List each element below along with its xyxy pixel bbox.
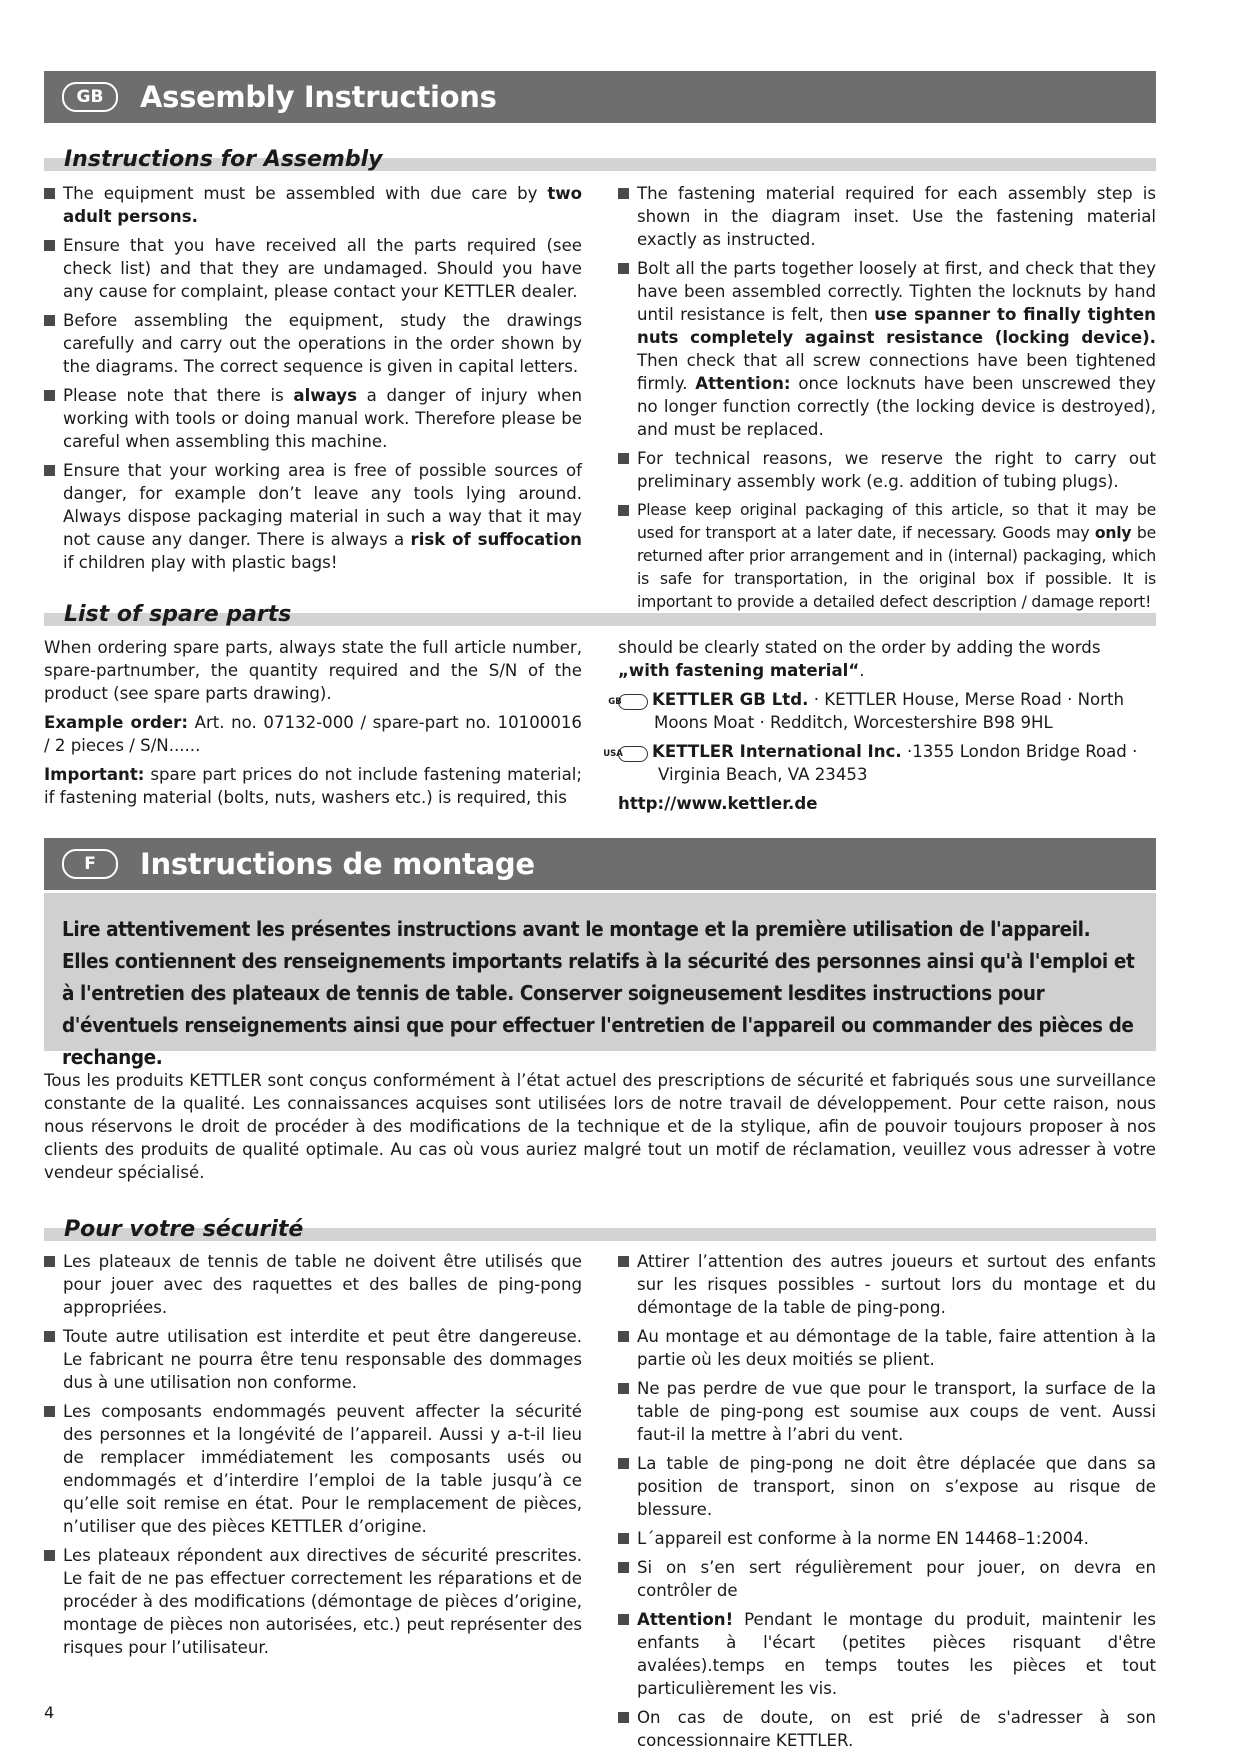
- example-order: Example order: Art. no. 07132-000 / spare-part no. 10100016 / 2 pieces / S/N......: [44, 713, 582, 755]
- safety-heading: Pour votre sécurité: [44, 1211, 1156, 1241]
- list-item: L´appareil est conforme à la norme EN 14468–1:2004.: [618, 1527, 1156, 1550]
- list-item: Toute autre utilisation est interdite et peut être dangereuse. Le fabricant ne pourra être tenu responsable des dommages dus à une utilisation non conforme.: [44, 1325, 582, 1394]
- list-item: La table de ping-pong ne doit être déplacée que dans sa position de transport, sinon on s’expose au risque de blessure.: [618, 1452, 1156, 1521]
- spare-parts-continuation: should be clearly stated on the order by adding the words „with fastening material“.: [618, 638, 1101, 680]
- fr-intro-box: [44, 893, 1156, 1069]
- gb-flag-icon: GB: [618, 694, 648, 710]
- list-item: Bolt all the parts together loosely at first, and check that they have been assembled correctly. Tighten the locknuts by hand until resistance is felt, then use spanner to finally tighten nuts completely against resistance (locking device). Then check that all screw connections have been tightened firmly. Attention: once locknuts have been unscrewed they no longer function correctly (the locking device is destroyed), and must be replaced.: [618, 257, 1156, 441]
- fr-body-paragraph: Tous les produits KETTLER sont conçus conformément à l’état actuel des prescriptions de sécurité et fabriqués sous une surveillance constante de la qualité. Les connaissances acquises sont utilisées lors de notre travail de développement. Pour cette raison, nous nous réservons le droit de procéder à des modifications de la technique et de la stylique, afin de pouvoir toujours proposer à nos clients des produits de qualité optimale. Au cas où vous auriez malgré tout un motif de réclamation, veuillez vous adresser à votre vendeur spécialisé.: [44, 1071, 1156, 1182]
- gb-language-badge: GB: [62, 82, 118, 112]
- website-link[interactable]: http://www.kettler.de: [618, 794, 818, 813]
- list-item: Please keep original packaging of this article, so that it may be used for transport at a later date, if necessary. Goods may only be returned after prior arrangement and in (internal) packaging, which is safe for transportation, in the original box if possible. It is important to provide a detailed defect description / damage report!: [618, 499, 1156, 614]
- gb-instructions-right: [618, 182, 1156, 620]
- list-item: The equipment must be assembled with due care by two adult persons.: [44, 182, 582, 228]
- fr-language-badge: F: [62, 849, 118, 879]
- list-item: For technical reasons, we reserve the right to carry out preliminary assembly work (e.g. addition of tubing plugs).: [618, 447, 1156, 493]
- gb-section-title: Assembly Instructions: [140, 80, 497, 114]
- list-item: Attention! Pendant le montage du produit, maintenir les enfants à l'écart (petites pièces risquant d'être avalées).temps en temps toutes les pièces et tout particulièrement les vis.: [618, 1608, 1156, 1700]
- usa-flag-icon: USA: [618, 746, 648, 762]
- gb-section-banner: [44, 71, 1156, 123]
- fr-intro-text: Lire attentivement les présentes instructions avant le montage et la première utilisation de l'appareil. Elles contiennent des renseignements importants relatifs à la sécurité des personnes ainsi qu'à l'emploi et à l'entretien des plateaux de tennis de table. Conserver soigneusement lesdites instructions pour d'éventuels renseignements ainsi que pour effectuer l'entretien de l'appareil ou commander des pièces de rechange.: [62, 917, 1135, 1069]
- spare-parts-heading: List of spare parts: [44, 596, 1156, 626]
- list-item: Attirer l’attention des autres joueurs et surtout des enfants sur les risques possibles - surtout lors du montage et du démontage de la table de ping-pong.: [618, 1250, 1156, 1319]
- list-item: Ensure that you have received all the parts required (see check list) and that they are undamaged. Should you have any cause for complaint, please contact your KETTLER dealer.: [44, 234, 582, 303]
- list-item: Les composants endommagés peuvent affecter la sécurité des personnes et la longévité de l’appareil. Aussi y a-t-il lieu de remplacer immédiatement les composants usés ou endommagés et d’interdire l’emploi de la table jusqu’à ce qu’elle soit remise en état. Pour le remplacement de pièces, n’utiliser que des pièces KETTLER d’origine.: [44, 1400, 582, 1538]
- list-item: On cas de doute, on est prié de s'adresser à son concessionnaire KETTLER.: [618, 1706, 1156, 1752]
- list-item: Au montage et au démontage de la table, faire attention à la partie où les deux moitiés se plient.: [618, 1325, 1156, 1371]
- spare-parts-intro: When ordering spare parts, always state the full article number, spare-partnumber, the quantity required and the S/N of the product (see spare parts drawing).: [44, 638, 582, 703]
- usa-address: USA KETTLER International Inc. ·1355 London Bridge Road · Virginia Beach, VA 23453: [603, 742, 1138, 784]
- gb-address: GB KETTLER GB Ltd. · KETTLER House, Merse Road · North Moons Moat · Redditch, Worcestershire B98 9HL: [608, 690, 1125, 732]
- page-number: 4: [44, 1703, 55, 1722]
- fr-section-banner: [44, 838, 1156, 890]
- fr-safety-left: [44, 1250, 582, 1665]
- list-item: Les plateaux répondent aux directives de sécurité prescrites. Le fait de ne pas effectuer correctement les réparations et de procéder à des modifications (démontage de pièces d’origine, montage de pièces non autorisées, etc.) peut représenter des risques pour l’utilisateur.: [44, 1544, 582, 1659]
- list-item: The fastening material required for each assembly step is shown in the diagram inset. Use the fastening material exactly as instructed.: [618, 182, 1156, 251]
- list-item: Les plateaux de tennis de table ne doivent être utilisés que pour jouer avec des raquettes et des balles de ping-pong appropriées.: [44, 1250, 582, 1319]
- list-item: Before assembling the equipment, study the drawings carefully and carry out the operations in the order shown by the diagrams. The correct sequence is given in capital letters.: [44, 309, 582, 378]
- list-item: Please note that there is always a danger of injury when working with tools or doing manual work. Therefore please be careful when assembling this machine.: [44, 384, 582, 453]
- list-item: Ensure that your working area is free of possible sources of danger, for example don’t leave any tools lying around. Always dispose packaging material in such a way that it may not cause any danger. There is always a risk of suffocation if children play with plastic bags!: [44, 459, 582, 574]
- instructions-heading: Instructions for Assembly: [44, 141, 1156, 171]
- spare-parts-left: [44, 636, 582, 815]
- important-note: Important: spare part prices do not include fastening material; if fastening material (bolts, nuts, washers etc.) is required, this: [44, 765, 582, 807]
- list-item: Ne pas perdre de vue que pour le transport, la surface de la table de ping-pong est soumise aux coups de vent. Aussi faut-il la mettre à l’abri du vent.: [618, 1377, 1156, 1446]
- list-item: Si on s’en sert régulièrement pour jouer, on devra en contrôler de: [618, 1556, 1156, 1602]
- fr-section-title: Instructions de montage: [140, 847, 535, 881]
- fr-safety-right: [618, 1250, 1156, 1758]
- spare-parts-right: [603, 636, 1156, 821]
- gb-instructions-left: [44, 182, 582, 580]
